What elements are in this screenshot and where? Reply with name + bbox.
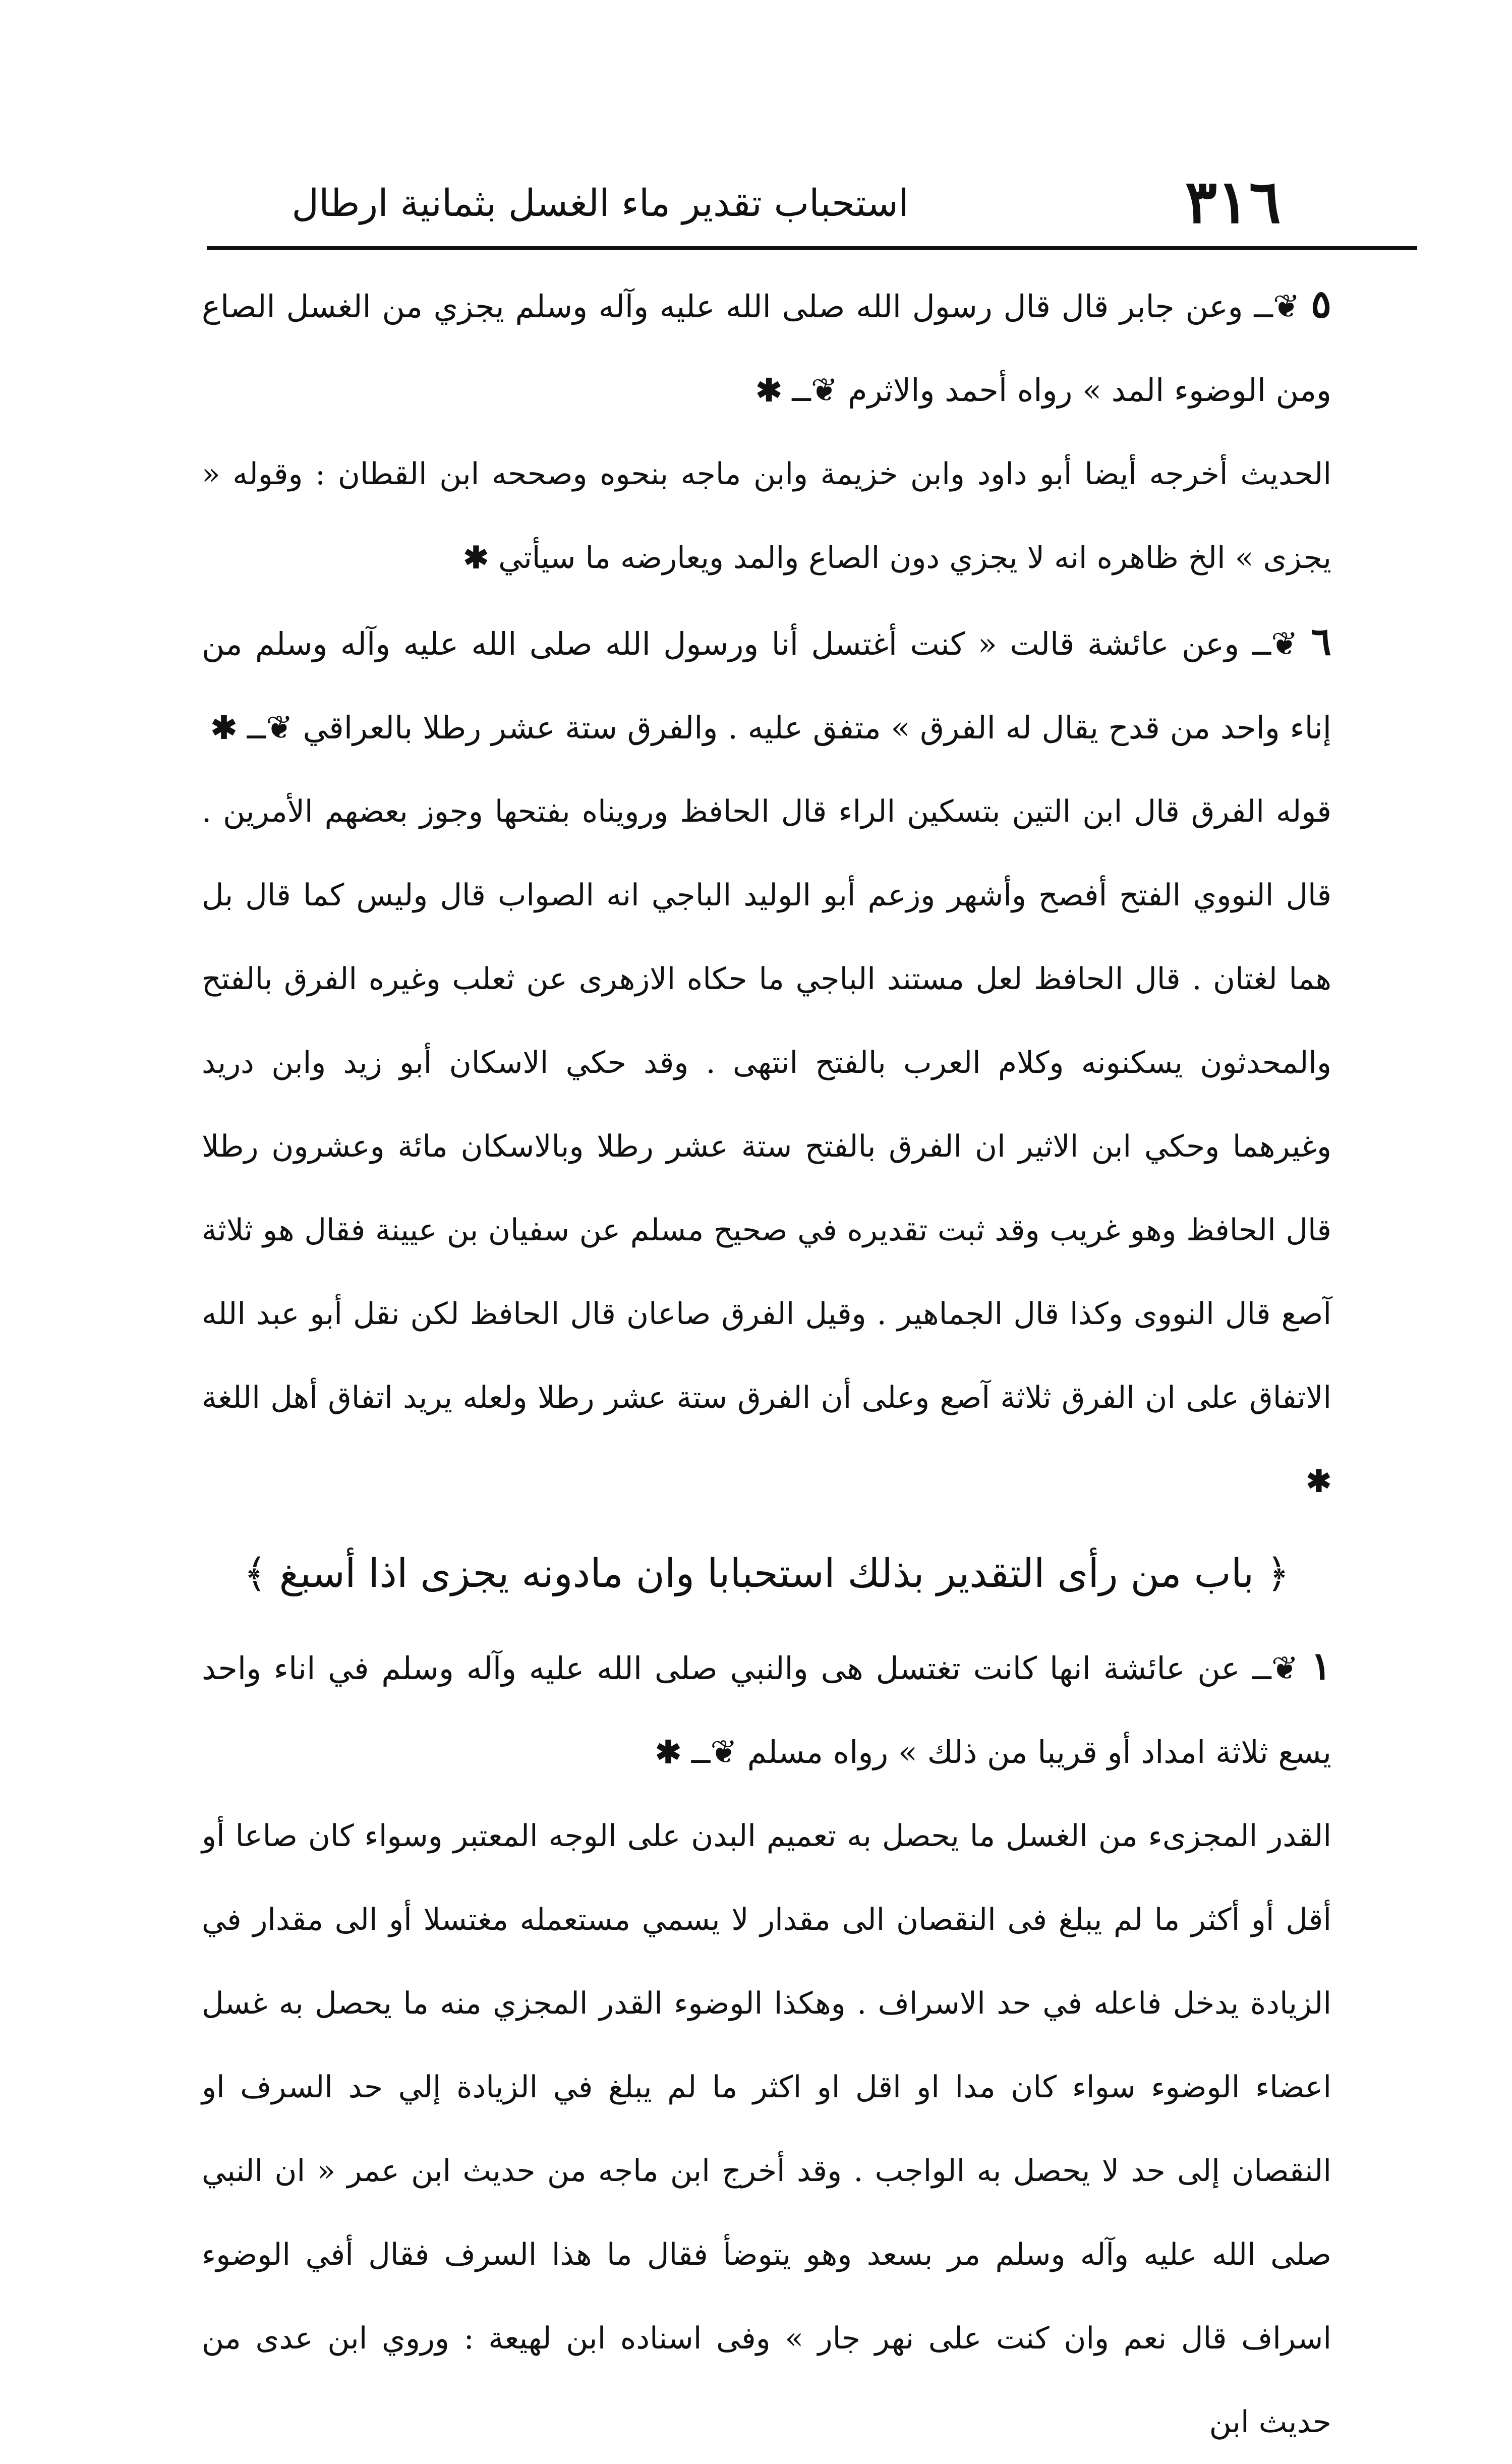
commentary-5	[202, 432, 1331, 600]
page-header	[202, 166, 1286, 237]
ornament-open-icon: ❦ــ	[1252, 625, 1298, 663]
ornament-close-icon: ❦ــ	[792, 372, 838, 409]
end-star-icon: ✱	[755, 372, 782, 409]
hadith-number: ١	[1311, 1643, 1331, 1688]
commentary-6	[202, 770, 1331, 1523]
hadith-text: عن عائشة انها كانت تغتسل هى والنبي صلى الله عليه وآله وسلم في اناء واحد يسع ثلاثة امداد أو قريبا من ذلك » رواه مسلم	[202, 1650, 1331, 1770]
chapter-bracket-open-icon: ﴿	[1266, 1551, 1290, 1596]
chapter-title: باب من رأى التقدير بذلك استحبابا وان مادونه يجزى اذا أسبغ	[279, 1551, 1254, 1596]
hadith-5	[202, 262, 1331, 432]
ornament-close-icon: ❦ــ	[247, 709, 293, 747]
end-star-icon: ✱	[655, 1734, 682, 1770]
end-star-icon: ✱	[1306, 1464, 1331, 1499]
page-body	[202, 262, 1331, 2440]
ornament-open-icon: ❦ــ	[1252, 1650, 1299, 1687]
end-star-icon: ✱	[463, 540, 489, 576]
chapter-bracket-close-icon: ﴾	[244, 1551, 267, 1596]
commentary-text: القدر المجزىء من الغسل ما يحصل به تعميم البدن على الوجه المعتبر وسواء كان صاعا أو أقل أو أكثر ما لم يبلغ فى النقصان الى مقدار لا يسمي مستعمله مغتسلا أو الى مقدار في الزيادة يدخل فاعله في حد الاسراف . وهكذا الوضوء القدر المجزي منه ما يحصل به غسل اعضاء الوضوء سواء كان مدا او اقل او اكثر ما لم يبلغ في الزيادة إلي حد السرف او النقصان إلى حد لا يحصل به الواجب . وقد أخرج ابن ماجه من حديث ابن عمر « ان النبي صلى الله عليه وآله وسلم مر بسعد وهو يتوضأ فقال ما هذا السرف فقال أفي الوضوء اسراف قال نعم وان كنت على نهر جار » وفى اسناده ابن لهيعة : وروي ابن عدى من حديث ابن	[202, 1818, 1331, 2440]
page-number: ٣١٦	[1185, 166, 1281, 237]
running-title: استحباب تقدير ماء الغسل بثمانية ارطال	[292, 182, 909, 225]
commentary-text: قوله الفرق قال ابن التين بتسكين الراء قال الحافظ ورويناه بفتحها وجوز بعضهم الأمرين . قال النووي الفتح أفصح وأشهر وزعم أبو الوليد الباجي انه الصواب قال وليس كما قال بل هما لغتان . قال الحافظ لعل مستند الباجي ما حكاه الازهرى عن ثعلب وغيره الفرق بالفتح والمحدثون يسكنونه وكلام العرب بالفتح انتهى . وقد حكي الاسكان أبو زيد وابن دريد وغيرهما وحكي ابن الاثير ان الفرق بالفتح ستة عشر رطلا وبالاسكان مائة وعشرون رطلا قال الحافظ وهو غريب وقد ثبت تقديره في صحيح مسلم عن سفيان بن عيينة فقال هو ثلاثة آصع قال النووى وكذا قال الجماهير . وقيل الفرق صاعان قال الحافظ لكن نقل أبو عبد الله الاتفاق على ان الفرق ثلاثة آصع وعلى أن الفرق ستة عشر رطلا ولعله يريد اتفاق أهل اللغة	[202, 794, 1331, 1415]
hadith-6	[202, 600, 1331, 770]
hadith-number: ٥	[1311, 281, 1331, 326]
hadith-1	[202, 1624, 1331, 1794]
hadith-text: وعن عائشة قالت « كنت أغتسل أنا ورسول الله صلى الله عليه وآله وسلم من إناء واحد من قدح يقال له الفرق » متفق عليه . والفرق ستة عشر رطلا بالعراقي	[202, 625, 1331, 746]
commentary-1	[202, 1794, 1331, 2464]
hadith-number: ٦	[1311, 619, 1331, 664]
ornament-close-icon: ❦ــ	[691, 1734, 737, 1771]
hadith-text: وعن جابر قال قال رسول الله صلى الله عليه وآله وسلم يجزي من الغسل الصاع ومن الوضوء المد » رواه أحمد والاثرم	[202, 288, 1331, 409]
end-star-icon: ✱	[210, 709, 237, 746]
chapter-heading	[202, 1523, 1331, 1624]
ornament-open-icon: ❦ــ	[1254, 288, 1300, 325]
commentary-text: الحديث أخرجه أيضا أبو داود وابن خزيمة وابن ماجه بنحوه وصححه ابن القطان : وقوله « يجزى » الخ ظاهره انه لا يجزي دون الصاع والمد ويعارضه ما سيأتي	[202, 456, 1331, 576]
header-rule	[207, 246, 1417, 250]
